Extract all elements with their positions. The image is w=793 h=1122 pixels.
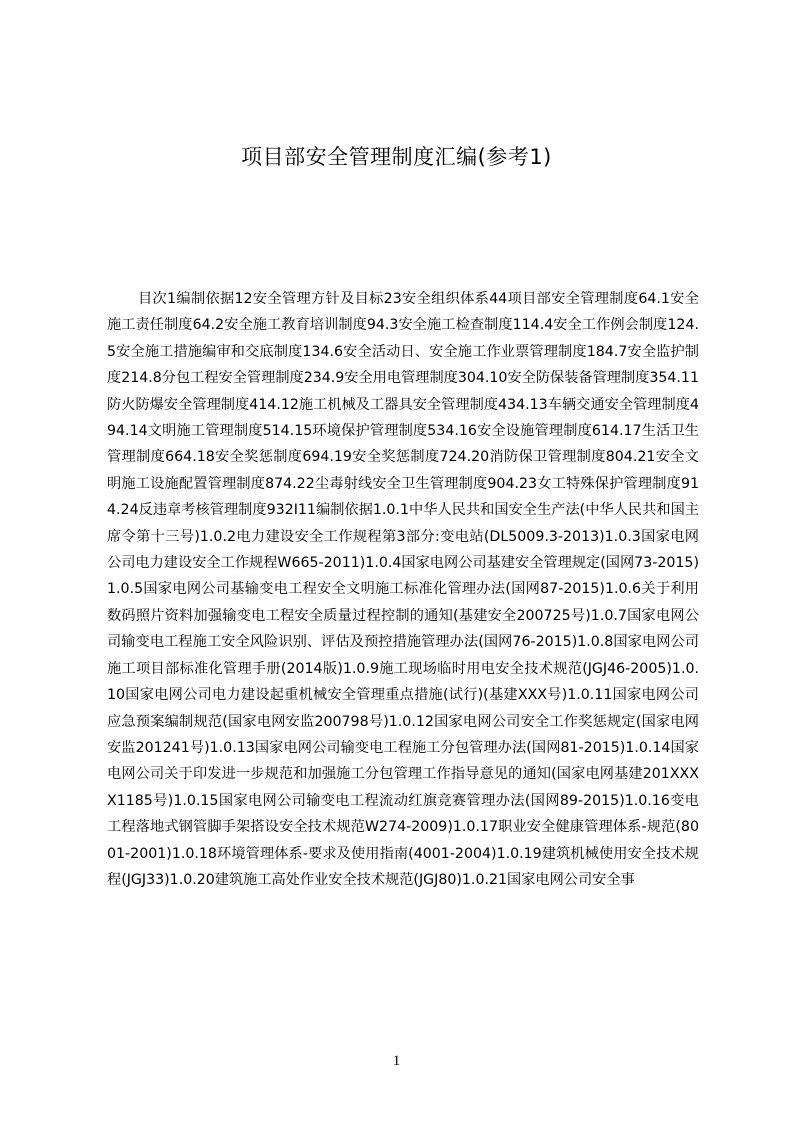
document-title: 项目部安全管理制度汇编(参考1)	[241, 145, 552, 169]
table-of-contents-text: 目次1编制依据12安全管理方针及目标23安全组织体系44项目部安全管理制度64.1安全施工责任制度64.2安全施工教育培训制度94.3安全施工检查制度114.4安全工作例会制度124.5安全施工措施编审和交底制度134.6安全活动日、安全施工作业票管理制度184.7安全监护制度214.8分包工程安全管理制度234.9安全用电管理制度304.10安全防保装备管理制度354.11防火防爆安全管理制度414.12施工机械及工器具安全管理制度434.13车辆交通安全管理制度494.14文明施工管理制度514.15环境保护管理制度534.16安全设施管理制度614.17生活卫生管理制度664.18安全奖惩制度694.19安全奖惩制度724.20消防保卫管理制度804.21安全文明施工设施配置管理制度874.22尘毒射线安全卫生管理制度904.23女工特殊保护管理制度914.24反违章考核管理制度932I11编制依据1.0.1中华人民共和国安全生产法(中华人民共和国主席令第十三号)1.0.2电力建设安全工作规程第3部分:变电站(DL5009.3-2013)1.0.3国家电网公司电力建设安全工作规程W665-2011)1.0.4国家电网公司基建安全管理规定(国网73-2015)1.0.5国家电网公司基输变电工程安全文明施工标准化管理办法(国网87-2015)1.0.6关于利用数码照片资料加强输变电工程安全质量过程控制的通知(基建安全200725号)1.0.7国家电网公司输变电工程施工安全风险识别、评估及预控措施管理办法(国网76-2015)1.0.8国家电网公司施工项目部标准化管理手册(2014版)1.0.9施工现场临时用电安全技术规范(JGJ46-2005)1.0.10国家电网公司电力建设起重机械安全管理重点措施(试行)(基建XXX号)1.0.11国家电网公司应急预案编制规范(国家电网安监200798号)1.0.12国家电网公司安全工作奖惩规定(国家电网安监201241号)1.0.13国家电网公司输变电工程施工分包管理办法(国网81-2015)1.0.14国家电网公司关于印发进一步规范和加强施工分包管理工作指导意见的通知(国家电网基建201XXXX1185号)1.0.15国家电网公司输变电工程流动红旗竞赛管理办法(国网89-2015)1.0.16变电工程落地式钢管脚手架搭设安全技术规范W274-2009)1.0.17职业安全健康管理体系-规范(8001-2001)1.0.18环境管理体系-要求及使用指南(4001-2004)1.0.19建筑机械使用安全技术规程(JGJ33)1.0.20建筑施工高处作业安全技术规范(JGJ80)1.0.21国家电网公司安全事	[107, 291, 699, 888]
page-number: 1	[392, 1053, 401, 1069]
